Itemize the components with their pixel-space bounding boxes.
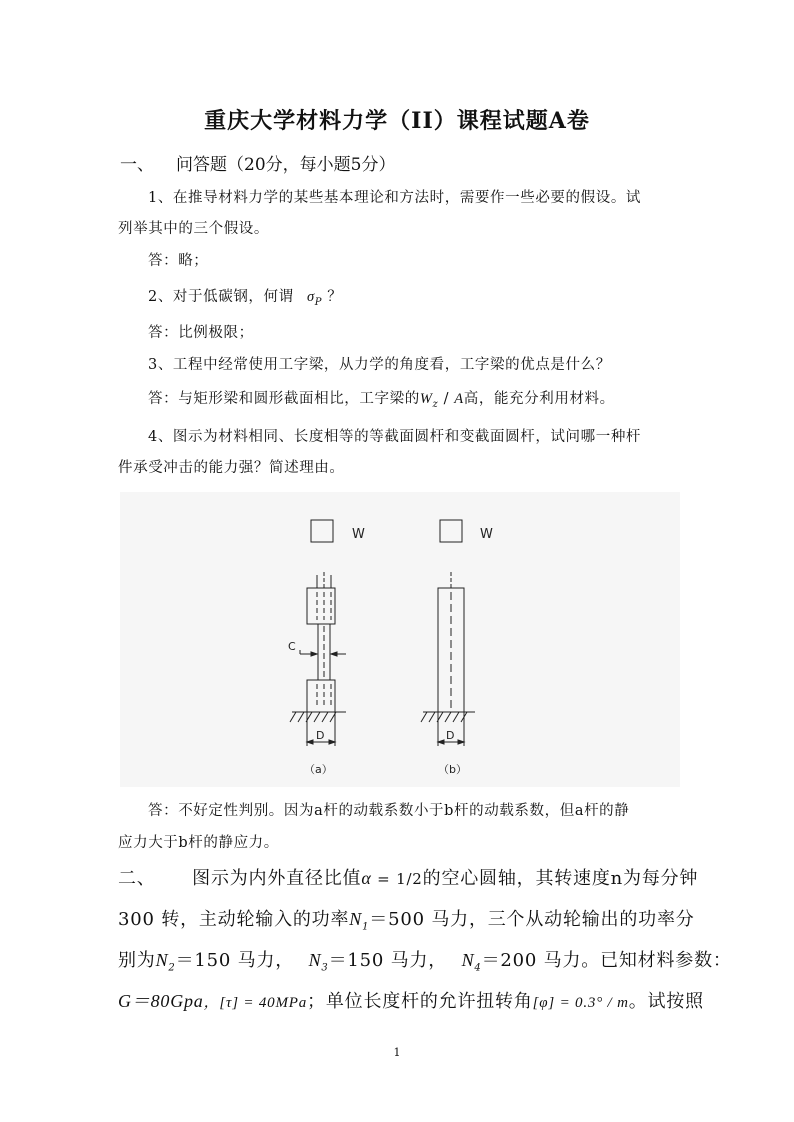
impact-bars-figure <box>120 492 680 787</box>
section2-line4-mid: ；单位长度杆的允许扭转角 <box>307 991 533 1012</box>
q1-line2: 列举其中的三个假设。 <box>118 221 269 237</box>
section2-line1-pre: 图示为内外直径比值 <box>192 868 362 889</box>
alpha-value: = 1/2 <box>371 870 423 888</box>
weight-label-a: W <box>352 527 365 542</box>
q4-line1: 4、图示为材料相同、长度相等的等截面圆杆和变截面圆杆，试问哪一种杆 <box>148 429 642 445</box>
G-value: G＝80Gpa <box>118 991 204 1011</box>
caption-b: （b） <box>438 763 467 776</box>
q3-answer-A: A <box>454 391 464 407</box>
q4-answer-line2: 应力大于b杆的静应力。 <box>118 835 279 851</box>
q2-symbol-sub: P <box>314 296 323 308</box>
q1-answer: 答：略； <box>148 253 209 269</box>
alpha-symbol: α <box>361 868 372 888</box>
q4-line2: 件承受冲击的能力强？简述理由。 <box>118 460 345 476</box>
q1-line1: 1、在推导材料力学的某些基本理论和方法时，需要作一些必要的假设。试 <box>148 190 642 206</box>
N3-symbol: N <box>308 950 322 970</box>
section2-line3 <box>118 946 732 974</box>
section2-line3-pre: 别为 <box>118 950 156 971</box>
figure-background <box>120 492 680 787</box>
N2-sub: 2 <box>168 962 176 974</box>
page-number: 1 <box>393 1046 401 1059</box>
q2-text: 2、对于低碳钢，何谓 <box>148 289 294 305</box>
q3-answer-post: 高，能充分利用材料。 <box>463 391 615 407</box>
N2-value: ＝150 马力， <box>175 950 295 971</box>
section2-line4-post: 。试按照 <box>628 991 704 1012</box>
caption-a: （a） <box>304 763 333 776</box>
q2-symbol: σ <box>306 289 315 305</box>
section2-line2-pre: 300 转，主动轮输入的功率 <box>118 909 350 930</box>
gap-label: C <box>288 640 296 653</box>
dia-label-a: D <box>316 729 325 742</box>
dia-label-b: D <box>446 729 455 742</box>
q3-answer <box>148 387 615 410</box>
N4-sub: 4 <box>474 962 482 974</box>
section1-number: 一、 <box>120 155 154 175</box>
q3-answer-W: W <box>419 391 433 407</box>
N1-sub: 1 <box>362 921 370 933</box>
section2-number: 二、 <box>118 868 156 889</box>
N2-symbol: N <box>155 950 169 970</box>
q3-answer-W-sub: z <box>432 398 439 410</box>
q4-answer-line1: 答：不好定性判别。因为a杆的动载系数小于b杆的动载系数，但a杆的静 <box>148 803 630 819</box>
q3-question: 3、工程中经常使用工字梁，从力学的角度看，工字梁的优点是什么？ <box>148 357 611 373</box>
weight-label-b: W <box>480 527 493 542</box>
N4-value: ＝200 马力。已知材料参数： <box>481 950 732 971</box>
q2-question <box>148 285 342 308</box>
q2-tail: ？ <box>327 289 343 305</box>
N1-symbol: N <box>349 909 363 929</box>
phi-value: [φ] = 0.3° / m <box>532 995 629 1011</box>
N3-sub: 3 <box>321 962 329 974</box>
section2-line2-post: ＝500 马力，三个从动轮输出的功率分 <box>369 909 695 930</box>
section2-line2 <box>118 905 695 933</box>
q3-answer-div: / <box>438 391 455 407</box>
page-title: 重庆大学材料力学（II）课程试题A卷 <box>204 108 590 134</box>
N4-symbol: N <box>461 950 475 970</box>
section2-line1 <box>118 864 698 890</box>
N3-value: ＝150 马力， <box>328 950 448 971</box>
section2-line4 <box>118 987 704 1013</box>
q2-answer: 答：比例极限； <box>148 325 254 341</box>
section2-line1-post: 的空心圆轴，其转速度n为每分钟 <box>422 868 699 889</box>
tau-value: ，[τ] = 40MPa <box>203 995 308 1011</box>
q3-answer-pre: 答：与矩形梁和圆形截面相比，工字梁的 <box>148 391 420 407</box>
section1-heading: 问答题（20分，每小题5分） <box>176 155 396 175</box>
